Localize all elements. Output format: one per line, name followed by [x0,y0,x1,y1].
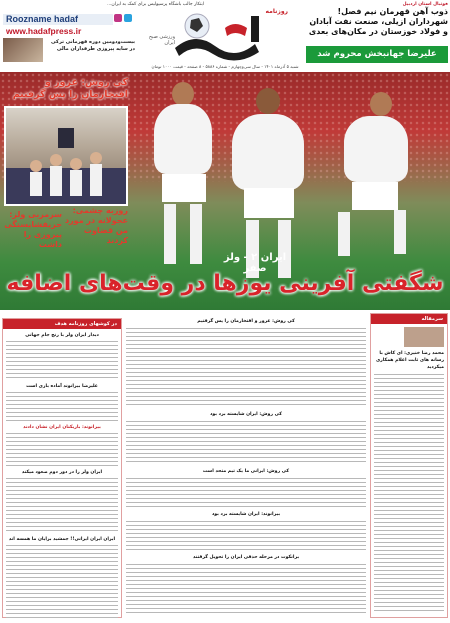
teaser-thumbnail [3,38,43,62]
left-item[interactable]: ایران ولز را در دور دوم صعود میکند [21,470,103,475]
mid-item[interactable]: کی روش: ایرانی ما یک تیم متحد است [202,469,290,474]
left-column [2,318,122,618]
dateline: شنبه ۵ آذرماه ۱۴۰۱ - سال سی‌وچهارم - شماره ۵۸۸۶ - ۸ صفحه - قیمت ۱۰۰۰ تومان [151,64,299,69]
site-url[interactable]: www.hadafpress.ir [6,26,82,36]
mid-item[interactable]: برانکوت در مرحله حذفی ایران را تحویل گرفتند [192,555,300,560]
player-figure [150,82,220,272]
author-photo [404,327,444,347]
green-banner[interactable]: علیرضا جهانبخش محروم شد [306,46,448,63]
top-right-story[interactable] [302,2,448,37]
main-headline: شگفتی آفرینی یوزها در وقت‌های اضافه [6,271,444,296]
player-figure [330,92,420,272]
left-column-header: در کوشهای روزنامه هدف [3,319,121,329]
right-column-header: سرمقاله [371,314,447,324]
social-icons [114,14,132,25]
side-headline-1: سرمربی ولز: حریفشایستگی پیروزی را داشت [4,210,62,249]
mid-item[interactable]: کی روش: ایران شایسته برد بود [210,412,282,417]
site-name[interactable]: Roozname hadaf [3,14,113,25]
left-item[interactable]: بیرانوند: بازیکنان ایران نشان دادند [23,425,101,430]
left-item[interactable]: ایران ایران ایرانی!! جمشید برایان ما همسه اند [8,537,116,542]
side-headline-2: روزبه چشمی: عجولانه در مورد من قضاوت کردند [64,206,128,245]
top-note: ابتکار جالب باشگاه پرسپولیس برای کمک به ایران... [107,2,204,7]
story-tag: فوتبال استان اردبیل [402,2,448,7]
hero-photo [0,72,450,310]
story-headline: ذوب آهن قهرمان نیم فصل! شهرداران ازیلی، صنعت نفت آبادان و فولاد خوزستان در مکان‌های بعدی [308,7,448,36]
logo-subtitle: ورزشی صبح ایران [148,34,175,46]
masthead [0,0,450,72]
score-subheadline: ایران ۲ - ولز صفر [223,252,287,274]
right-column [370,313,448,618]
logo-tagline: روزنامه [265,8,288,15]
instagram-icon[interactable] [114,14,122,22]
mid-item[interactable]: بیرانوند: ایران شایسته برد بود [211,512,281,517]
inset-headline: کی روش: غرور و افتخارمان را پس گرفتیم [12,77,128,100]
left-item[interactable]: دیدار ایران ولز با رنج جام جهانی [25,333,99,338]
editorial-title[interactable]: محمد رضا خنیری: ای کاش با رسانه های ثابت اعلام همکاری میکردید [375,351,444,370]
left-item[interactable]: علیرضا بیرانوند آماده بازی است [26,384,98,389]
middle-column [126,318,366,618]
left-teaser: بیست‌ودومین دوره قهرمانی ترکی در سایه پیروزی طرفداران مالی [51,39,135,52]
telegram-icon[interactable] [124,14,132,22]
inset-photo [4,106,128,206]
mid-item[interactable]: کی روش: غرور و افتخارمان را پس گرفتیم [197,319,295,324]
